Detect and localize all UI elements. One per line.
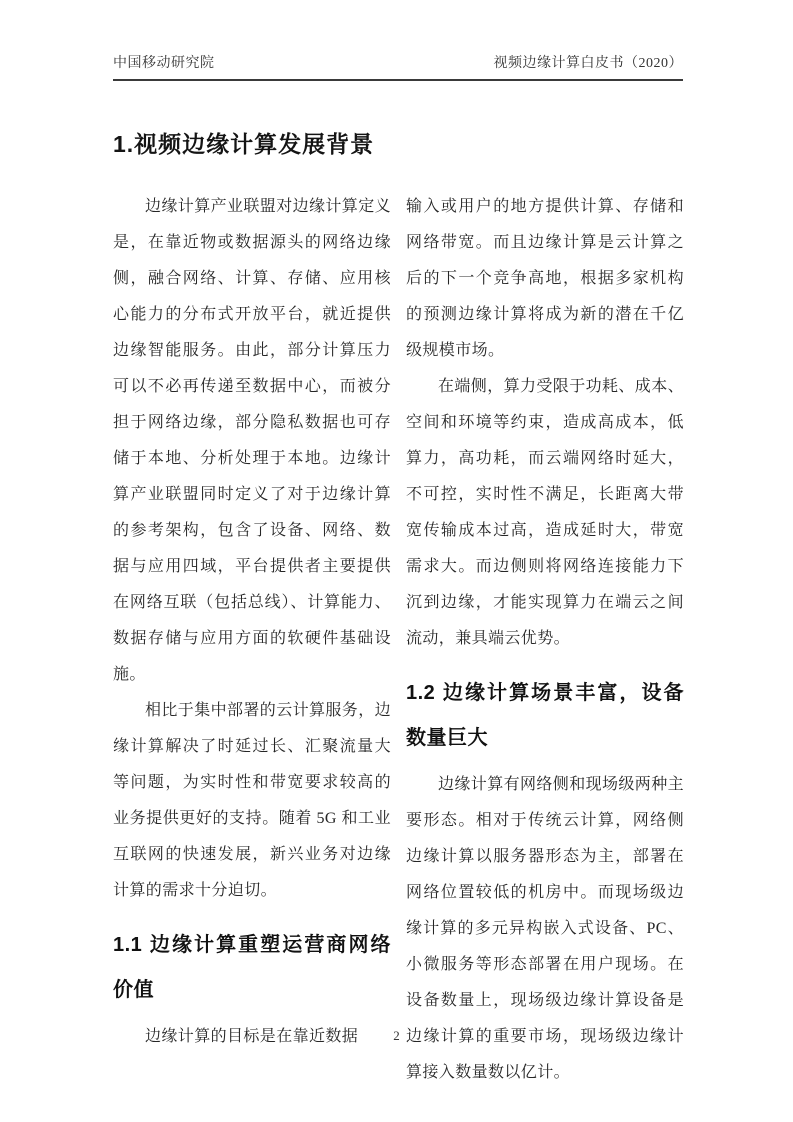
right-column xyxy=(406,189,684,1091)
paragraph-continuation: 输入或用户的地方提供计算、存储和网络带宽。而且边缘计算是云计算之后的下一个竞争高地，根据多家机构的预测边缘计算将成为新的潜在千亿级规模市场。 xyxy=(406,198,684,359)
section-heading-1-2: 1.2 边缘计算场景丰富，设备数量巨大 xyxy=(406,682,684,749)
page-content xyxy=(113,116,684,1091)
section-heading-1-1: 1.1 边缘计算重塑运营商网络价值 xyxy=(113,934,391,1001)
two-column-layout xyxy=(113,189,684,1091)
header-right-doc-title: 视频边缘计算白皮书（2020） xyxy=(493,56,683,71)
left-column xyxy=(113,189,391,1091)
paragraph: 边缘计算产业联盟对边缘计算定义是，在靠近物或数据源头的网络边缘侧，融合网络、计算、存储、应用核心能力的分布式开放平台，就近提供边缘智能服务。由此，部分计算压力可以不必再传递至数据中心，而被分担于网络边缘，部分隐私数据也可存储于本地、分析处理于本地。边缘计算产业联盟同时定义了对于边缘计算的参考架构，包含了设备、网络、数据与应用四域，平台提供者主要提供在网络互联（包括总线）、计算能力、数据存储与应用方面的软硬件基础设施。 xyxy=(113,198,392,683)
paragraph: 相比于集中部署的云计算服务，边缘计算解决了时延过长、汇聚流量大等问题，为实时性和带宽要求较高的业务提供更好的支持。随着 5G 和工业互联网的快速发展，新兴业务对边缘计算的需求十分迫切。 xyxy=(113,702,392,899)
paragraph: 在端侧，算力受限于功耗、成本、空间和环境等约束，造成高成本，低算力，高功耗，而云端网络时延大，不可控，实时性不满足，长距离大带宽传输成本过高，造成延时大，带宽需求大。而边侧则将网络连接能力下沉到边缘，才能实现算力在端云之间流动，兼具端云优势。 xyxy=(406,378,685,647)
paragraph: 边缘计算的目标是在靠近数据 xyxy=(145,1028,359,1045)
chapter-title: 1.视频边缘计算发展背景 xyxy=(113,131,375,157)
paragraph: 边缘计算有网络侧和现场级两种主要形态。相对于传统云计算，网络侧边缘计算以服务器形态为主，部署在网络位置较低的机房中。而现场级边缘计算的多元异构嵌入式设备、PC、小微服务等形态部署在用户现场。在设备数量上，现场级边缘计算设备是边缘计算的重要市场，现场级边缘计算接入数量数以亿计。 xyxy=(406,776,685,1081)
header-left-org: 中国移动研究院 xyxy=(113,56,215,71)
page-header xyxy=(113,52,683,81)
page-number: 2 xyxy=(393,1028,400,1043)
